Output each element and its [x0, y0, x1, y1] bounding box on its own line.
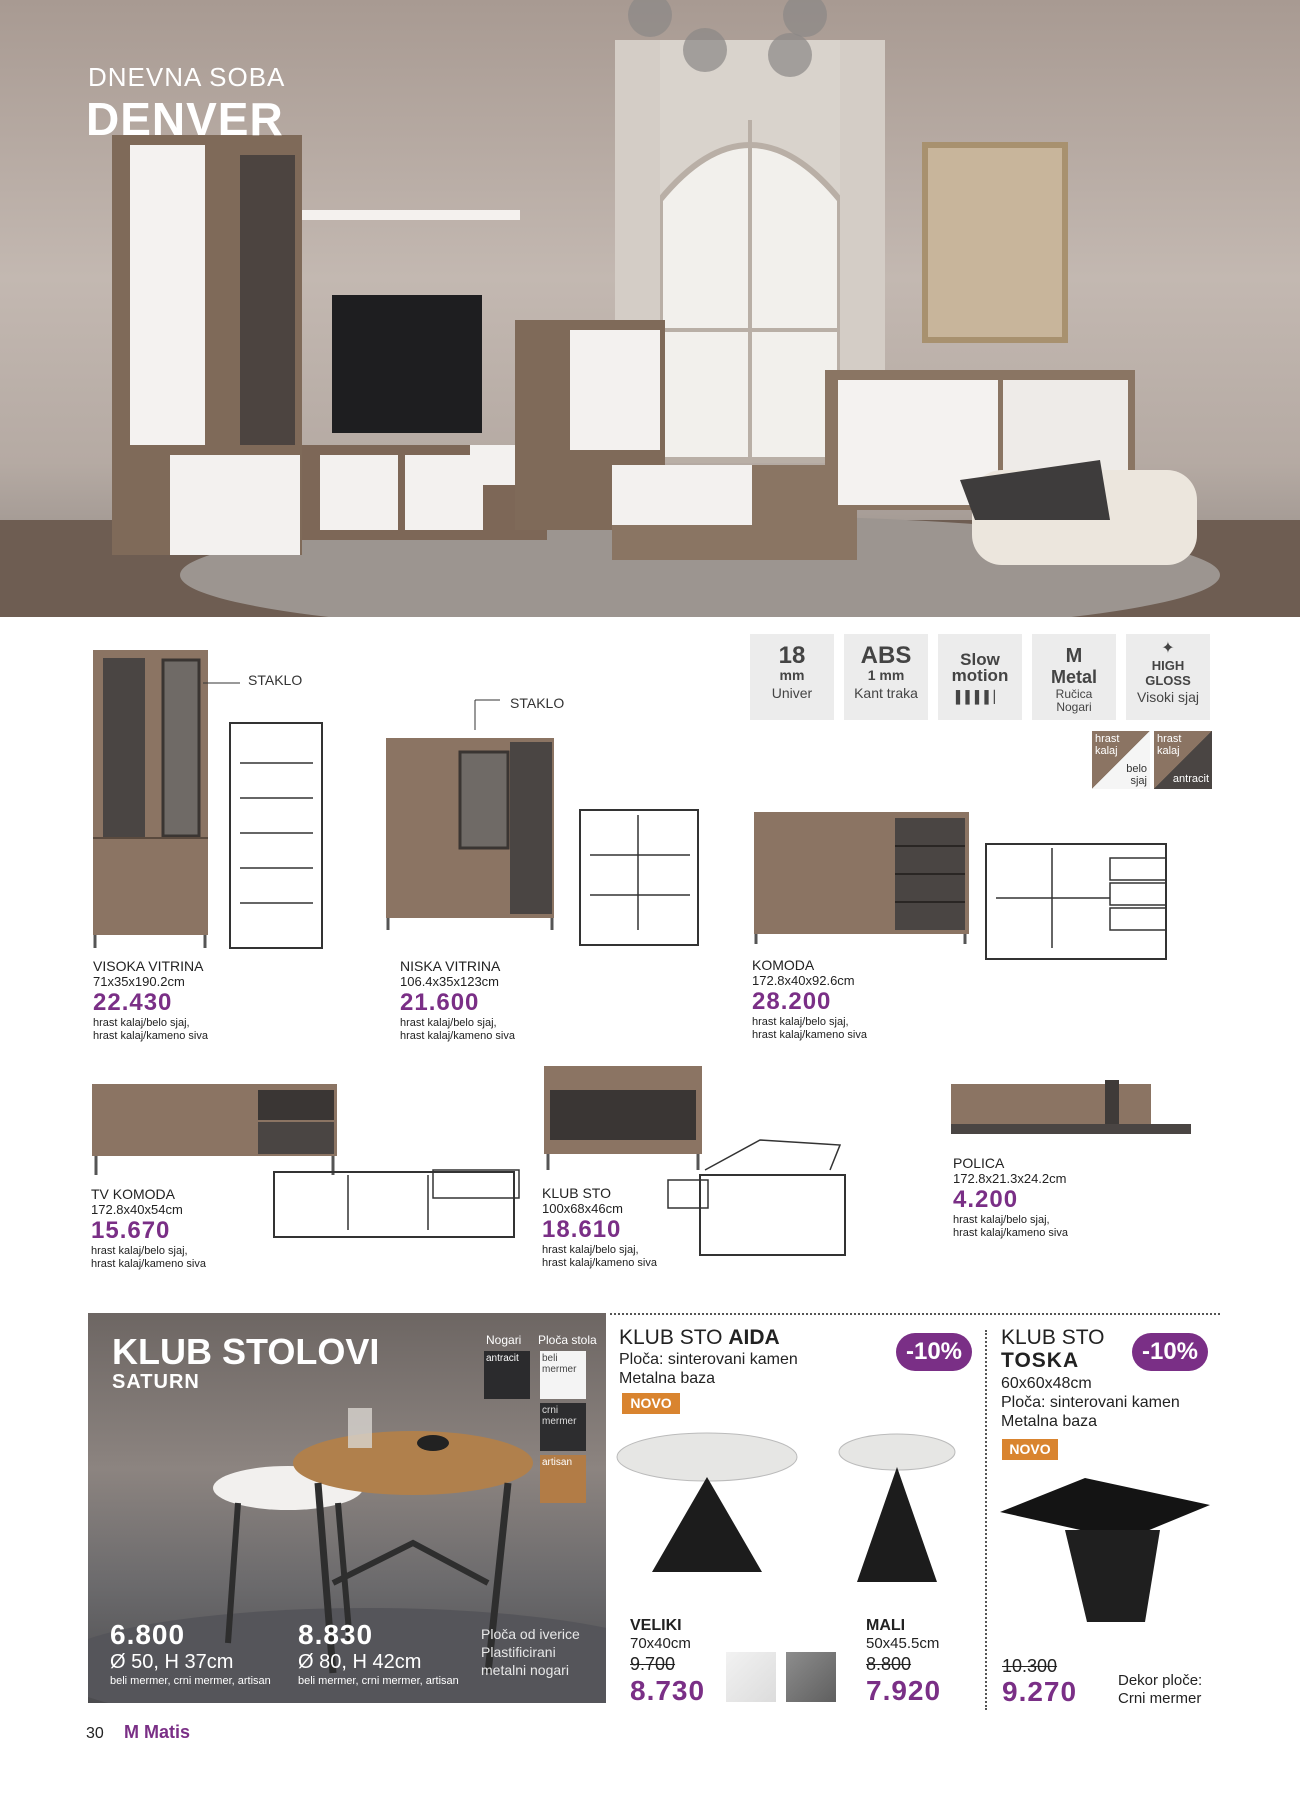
toska-new-badge: NOVO — [1002, 1439, 1058, 1460]
product-finish: hrast kalaj/belo sjaj, — [91, 1245, 188, 1257]
callout-staklo-1: STAKLO — [248, 672, 303, 688]
product-dimensions: 172.8x21.3x24.2cm — [953, 1171, 1067, 1186]
product-dimensions: 106.4x35x123cm — [400, 974, 500, 989]
section-divider — [610, 1313, 1220, 1315]
aida-discount-badge: -10% — [896, 1333, 972, 1371]
product-price: 28.200 — [752, 988, 832, 1015]
hero-title: DENVER — [86, 93, 284, 145]
product-dimensions: 172.8x40x92.6cm — [752, 973, 855, 988]
product-dimensions: 172.8x40x54cm — [91, 1202, 183, 1217]
komoda-image — [750, 808, 1180, 978]
product-komoda — [752, 957, 867, 1042]
aida-mali-old-price: 8.800 — [866, 1654, 912, 1674]
brand-logo: M Matis — [124, 1722, 191, 1742]
toska-table-image — [995, 1470, 1225, 1630]
product-polica — [953, 1155, 1068, 1240]
saturn-subtitle: SATURN — [112, 1371, 200, 1393]
aida-new-badge: NOVO — [622, 1393, 680, 1414]
toska-title: KLUB STO TOSKA — [1001, 1326, 1105, 1372]
product-finish-2: hrast kalaj/kameno siva — [542, 1257, 657, 1269]
spec-abs: ABS 1 mm Kant traka — [844, 634, 928, 720]
ploca-swatch-artisan: artisan — [540, 1455, 586, 1503]
column-divider — [985, 1330, 987, 1710]
product-price: 4.200 — [953, 1186, 1019, 1213]
product-name: VISOKA VITRINA — [93, 958, 204, 974]
product-price: 15.670 — [91, 1217, 171, 1244]
product-dimensions: 71x35x190.2cm — [93, 974, 185, 989]
nogari-label: Nogari — [486, 1333, 522, 1347]
aida-title: KLUB STO AIDA — [619, 1326, 780, 1349]
product-finish: hrast kalaj/belo sjaj, — [542, 1244, 639, 1256]
product-finish: hrast kalaj/belo sjaj, — [953, 1214, 1050, 1226]
product-finish-2: hrast kalaj/kameno siva — [400, 1030, 515, 1042]
product-price: 22.430 — [93, 989, 173, 1016]
product-name: POLICA — [953, 1155, 1005, 1171]
nogari-swatch-antracit: antracit — [484, 1351, 530, 1399]
slow-motion-icon: ▌▌▌▌▏ — [955, 690, 1005, 704]
saturn-title: KLUB STOLOVI — [112, 1331, 380, 1372]
toska-new-price: 9.270 — [1002, 1676, 1078, 1707]
spec-univer: 18 mm Univer — [750, 634, 834, 720]
visoka-vitrina-image — [85, 648, 355, 958]
product-price: 18.610 — [542, 1216, 622, 1243]
aida-mali-name: MALI — [866, 1617, 906, 1634]
saturn-price-large: 8.830 — [298, 1619, 374, 1650]
aida-veliki-new-price: 8.730 — [630, 1675, 706, 1706]
hero-subtitle: DNEVNA SOBA — [88, 62, 286, 92]
product-finish: hrast kalaj/belo sjaj, — [93, 1017, 190, 1029]
sparkle-icon: ✦ — [1161, 640, 1175, 657]
aida-veliki-dim: 70x40cm — [630, 1635, 691, 1652]
product-finish-2: hrast kalaj/kameno siva — [953, 1227, 1068, 1239]
product-finish: hrast kalaj/belo sjaj, — [752, 1016, 849, 1028]
product-finish-2: hrast kalaj/kameno siva — [752, 1029, 867, 1041]
product-dimensions: 100x68x46cm — [542, 1201, 623, 1216]
polica-image — [945, 1080, 1205, 1140]
saturn-finish-large: beli mermer, crni mermer, artisan — [298, 1675, 459, 1687]
ploca-label: Ploča stola — [538, 1333, 597, 1347]
aida-mali-new-price: 7.920 — [866, 1675, 942, 1706]
aida-veliki — [630, 1617, 705, 1707]
product-tv-komoda — [91, 1186, 206, 1271]
saturn-notes: Ploča od iverice Plastificirani metalni nogari — [481, 1626, 580, 1678]
toska-dekor: Dekor ploče: Crni mermer — [1118, 1672, 1203, 1707]
toska-description: 60x60x48cm Ploča: sinterovani kamen Metalna baza — [1001, 1375, 1180, 1430]
saturn-price-small: 6.800 — [110, 1619, 186, 1650]
product-name: KOMODA — [752, 957, 815, 973]
saturn-finish-small: beli mermer, crni mermer, artisan — [110, 1675, 271, 1687]
spec-high-gloss: ✦ HIGH GLOSS Visoki sjaj — [1126, 634, 1210, 720]
saturn-dim-small: Ø 50, H 37cm — [110, 1651, 234, 1673]
product-niska-vitrina — [400, 958, 515, 1043]
aida-veliki-old-price: 9.700 — [630, 1654, 676, 1674]
saturn-panel — [88, 1313, 606, 1703]
niska-vitrina-image — [380, 690, 710, 970]
spec-slow-motion: Slow motion ▌▌▌▌▏ — [938, 634, 1022, 720]
aida-tables-image — [612, 1432, 972, 1592]
toska-old-price: 10.300 — [1002, 1656, 1058, 1676]
product-visoka-vitrina — [93, 958, 208, 1043]
aida-mali-dim: 50x45.5cm — [866, 1635, 940, 1652]
swatch-hrast-belo: hrast kalaj belo sjaj — [1092, 731, 1150, 789]
swatch-hrast-antracit: hrast kalaj antracit — [1154, 731, 1212, 789]
product-finish: hrast kalaj/belo sjaj, — [400, 1017, 497, 1029]
saturn-dim-large: Ø 80, H 42cm — [298, 1651, 422, 1673]
product-price: 21.600 — [400, 989, 480, 1016]
product-name: KLUB STO — [542, 1185, 611, 1201]
aida-description: Ploča: sinterovani kamen Metalna baza — [619, 1351, 798, 1387]
ploca-swatch-beli: beli mermer — [540, 1351, 586, 1399]
matis-logo-icon: M — [124, 1722, 139, 1742]
page-number: 30 — [86, 1725, 104, 1742]
product-finish-2: hrast kalaj/kameno siva — [93, 1030, 208, 1042]
product-name: TV KOMODA — [91, 1186, 176, 1202]
toska-discount-badge: -10% — [1132, 1333, 1208, 1371]
product-name: NISKA VITRINA — [400, 958, 501, 974]
product-klub-sto — [542, 1185, 657, 1270]
spec-metal: M Metal Ručica Nogari — [1032, 634, 1116, 720]
ploca-swatch-crni: crni mermer — [540, 1403, 586, 1451]
callout-staklo-2: STAKLO — [510, 695, 565, 711]
aida-swatch-grey — [786, 1652, 836, 1702]
aida-mali — [866, 1617, 941, 1707]
product-finish-2: hrast kalaj/kameno siva — [91, 1258, 206, 1270]
aida-veliki-name: VELIKI — [630, 1617, 682, 1634]
hero-image — [0, 0, 1300, 617]
aida-swatch-white — [726, 1652, 776, 1702]
